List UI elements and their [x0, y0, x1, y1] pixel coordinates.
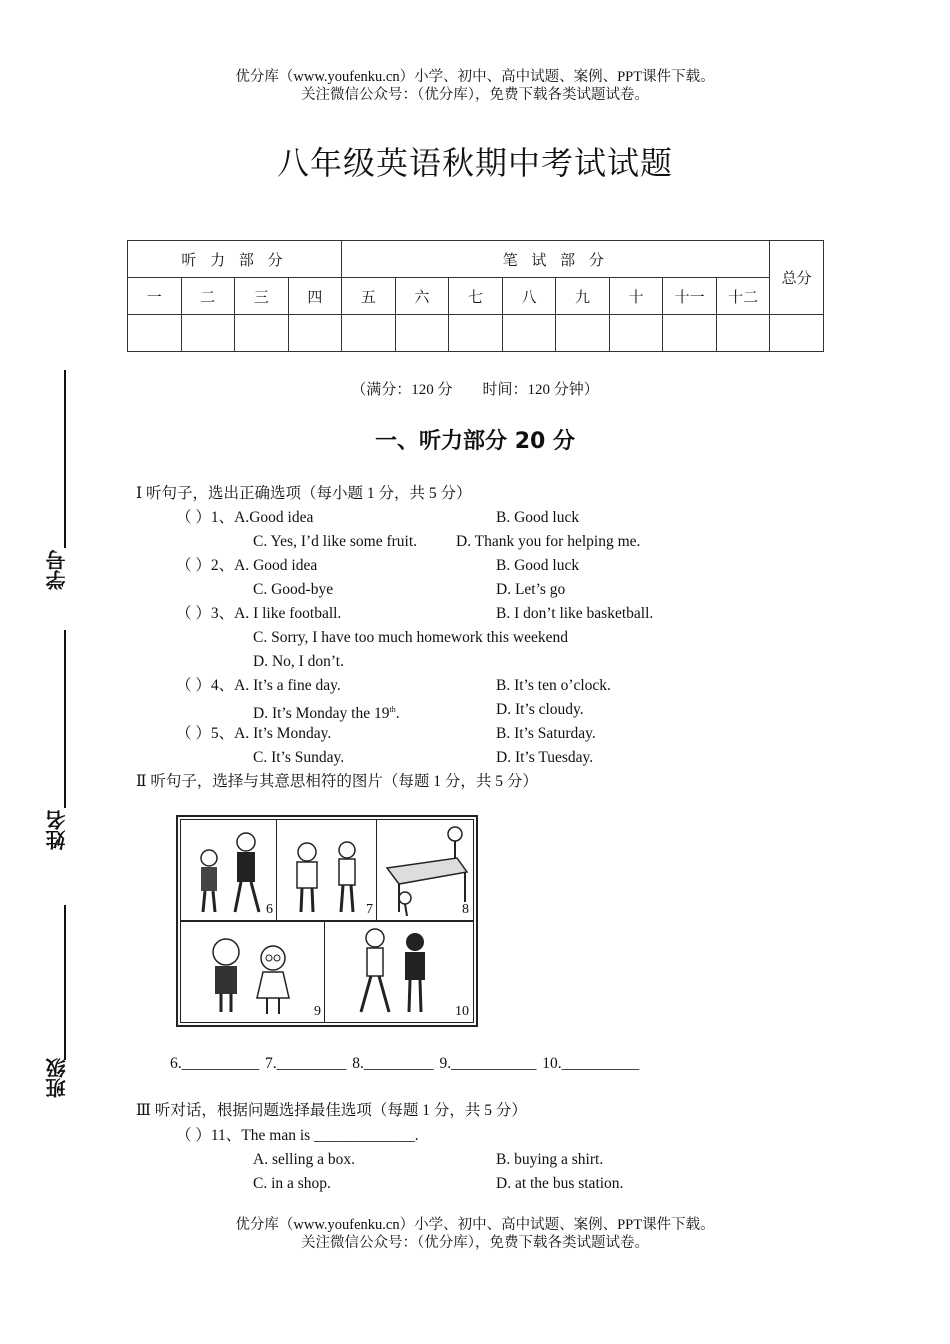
- q5-option-b: B. It’s Saturday.: [496, 725, 596, 742]
- q11-option-d: D. at the bus station.: [496, 1175, 624, 1192]
- picture-panel-9: [180, 921, 326, 1023]
- q2-stem: （ ）2、A. Good idea: [176, 557, 318, 574]
- col-6: 六: [395, 278, 449, 315]
- people-illustration-icon: [181, 922, 325, 1022]
- page-title: 八年级英语秋期中考试试题: [276, 144, 673, 182]
- q3-option-c: C. Sorry, I have too much homework this weekend: [253, 629, 568, 646]
- col-7: 七: [449, 278, 503, 315]
- page-header: [0, 68, 950, 104]
- ping-pong-table-icon: [377, 820, 473, 920]
- col-2: 二: [181, 278, 235, 315]
- q5-option-c: C. It’s Sunday.: [253, 749, 345, 766]
- name-label: 姓名: [45, 810, 69, 850]
- section-title: 一、听力部分 20 分: [375, 429, 575, 454]
- picture-panel-7: [276, 819, 378, 921]
- q3-option-b: B. I don’t like basketball.: [496, 605, 654, 622]
- q4-option-c-text: D. It’s Monday the 19: [253, 705, 390, 723]
- total-header: 总分: [770, 241, 824, 315]
- q4-option-c-end: .: [395, 705, 400, 723]
- part3-heading: Ⅲ 听对话，根据问题选择最佳选项（每题 1 分，共 5 分）: [136, 1102, 527, 1119]
- q2-option-d: D. Let’s go: [496, 581, 566, 598]
- people-illustration-icon: [181, 820, 277, 920]
- picture-grid: [176, 815, 478, 1027]
- header-line-1: 优分库（www.youfenku.cn）小学、初中、高中试题、案例、PPT课件下载。: [235, 69, 715, 85]
- col-11: 十一: [663, 278, 717, 315]
- q2-option-c: C. Good-bye: [253, 581, 334, 598]
- sidebar-line-bottom: [64, 905, 66, 1060]
- header-line-2: 关注微信公众号：（优分库），免费下载各类试题试卷。: [301, 87, 649, 103]
- footer-line-2: 关注微信公众号：（优分库），免费下载各类试题试卷。: [301, 1235, 649, 1251]
- col-5: 五: [342, 278, 396, 315]
- part2-heading: Ⅱ 听句子，选择与其意思相符的图片（每题 1 分，共 5 分）: [136, 773, 538, 790]
- q3-option-d: D. No, I don’t.: [253, 653, 344, 670]
- picture-number-8: 8: [462, 902, 469, 917]
- score-cell[interactable]: [395, 315, 449, 352]
- col-10: 十: [609, 278, 663, 315]
- score-cell[interactable]: [716, 315, 770, 352]
- q1-option-b: B. Good luck: [496, 509, 580, 526]
- picture-number-7: 7: [366, 902, 373, 917]
- score-cell[interactable]: [342, 315, 396, 352]
- student-id-label: 学号: [45, 550, 69, 590]
- q11-option-a: A. selling a box.: [253, 1151, 356, 1168]
- picture-panel-6: [180, 819, 278, 921]
- picture-number-10: 10: [455, 1004, 469, 1019]
- people-illustration-icon: [325, 922, 473, 1022]
- q5-stem: （ ）5、A. It’s Monday.: [176, 725, 332, 742]
- writing-header: 笔 试 部 分: [342, 241, 770, 278]
- people-illustration-icon: [277, 820, 377, 920]
- picture-number-6: 6: [266, 902, 273, 917]
- score-cell[interactable]: [556, 315, 610, 352]
- q4-option-d: D. It’s cloudy.: [496, 701, 584, 718]
- q4-option-c: [253, 700, 400, 724]
- sidebar-line-mid: [64, 630, 66, 808]
- footer-line-1: 优分库（www.youfenku.cn）小学、初中、高中试题、案例、PPT课件下载。: [235, 1217, 715, 1233]
- score-cell[interactable]: [235, 315, 289, 352]
- total-score-cell[interactable]: [770, 315, 824, 352]
- exam-meta: （满分：120 分 时间：120 分钟）: [351, 382, 599, 398]
- q11-option-c: C. in a shop.: [253, 1175, 331, 1192]
- col-1: 一: [128, 278, 182, 315]
- col-8: 八: [502, 278, 556, 315]
- q3-stem: （ ）3、A. I like football.: [176, 605, 342, 622]
- col-3: 三: [235, 278, 289, 315]
- col-4: 四: [288, 278, 342, 315]
- q11-option-b: B. buying a shirt.: [496, 1151, 604, 1168]
- score-cell[interactable]: [128, 315, 182, 352]
- q1-stem: （ ）1、A.Good idea: [176, 509, 314, 526]
- score-cell[interactable]: [663, 315, 717, 352]
- col-12: 十二: [716, 278, 770, 315]
- score-table: [127, 240, 824, 352]
- q4-option-b: B. It’s ten o’clock.: [496, 677, 611, 694]
- score-cell[interactable]: [181, 315, 235, 352]
- sidebar-line-top: [64, 370, 66, 548]
- q1-option-c: C. Yes, I’d like some fruit.: [253, 533, 418, 550]
- score-cell[interactable]: [288, 315, 342, 352]
- score-cell[interactable]: [502, 315, 556, 352]
- listening-header: 听 力 部 分: [128, 241, 342, 278]
- score-cell[interactable]: [609, 315, 663, 352]
- q4-superscript: th: [389, 705, 396, 714]
- q1-option-d: D. Thank you for helping me.: [456, 533, 641, 550]
- page-footer: [0, 1216, 950, 1252]
- q11-stem: （ ）11、The man is _____________.: [176, 1127, 419, 1144]
- q4-stem: （ ）4、A. It’s a fine day.: [176, 677, 341, 694]
- q5-option-d: D. It’s Tuesday.: [496, 749, 594, 766]
- part1-heading: Ⅰ 听句子，选出正确选项（每小题 1 分，共 5 分）: [136, 485, 472, 502]
- class-label: 班级: [45, 1058, 69, 1098]
- answer-blanks[interactable]: 6.__________ 7._________ 8._________ 9.___________ 10.__________: [170, 1055, 640, 1072]
- picture-panel-8: [376, 819, 474, 921]
- q2-option-b: B. Good luck: [496, 557, 580, 574]
- score-cell[interactable]: [449, 315, 503, 352]
- col-9: 九: [556, 278, 610, 315]
- picture-panel-10: [324, 921, 474, 1023]
- picture-number-9: 9: [314, 1004, 321, 1019]
